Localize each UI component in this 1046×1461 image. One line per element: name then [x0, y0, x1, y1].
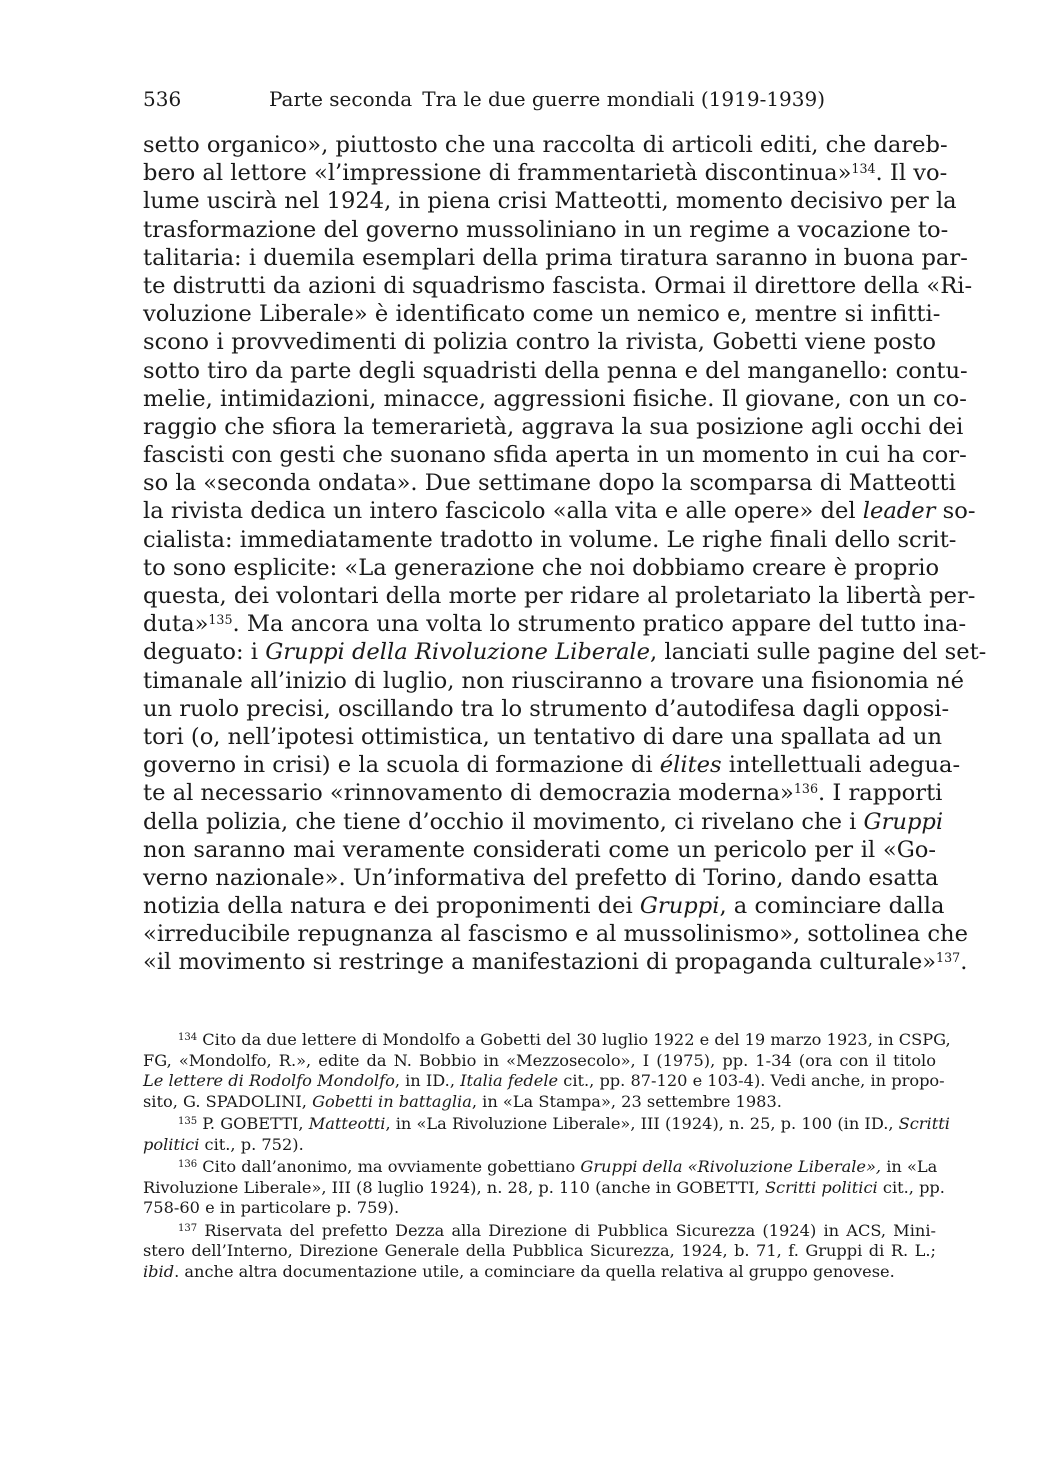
italic-text: Gruppi — [639, 893, 720, 920]
note-ref: 136 — [178, 1158, 198, 1170]
body-line — [143, 948, 968, 976]
text-run: , lanciati sulle pagine del set- — [650, 639, 987, 666]
footnote-line — [143, 1241, 936, 1262]
italic-text: Gruppi della Rivoluzione Liberale — [265, 639, 651, 666]
body-line — [143, 272, 973, 300]
note-ref: 137 — [178, 1222, 198, 1234]
text-run: , in «La Stampa», 23 settembre 1983. — [471, 1091, 782, 1111]
body-line — [143, 413, 964, 441]
part-title: Parte seconda — [269, 87, 413, 111]
footnote-line — [143, 1221, 936, 1242]
text-run: raggio che sfiora la temerarietà, aggrava la sua posizione agli occhi dei — [143, 413, 964, 440]
footnote-137 — [143, 1221, 936, 1283]
body-line — [143, 667, 964, 695]
text-run: la rivista dedica un intero fascicolo «alla vita e alle opere» del — [143, 498, 863, 525]
body-line — [143, 300, 941, 328]
body-line — [143, 357, 968, 385]
text-run: FG, «Mondolfo, R.», edite da N. Bobbio in «Mezzosecolo», I (1975), pp. 1-34 (ora con il titolo — [143, 1050, 936, 1070]
footnote-line — [143, 1157, 936, 1178]
italic-text: Matteotti — [308, 1114, 386, 1133]
italic-text: Italia fedele — [460, 1071, 559, 1090]
italic-text: élites — [659, 752, 722, 779]
italic-text: Scritti politici — [764, 1177, 878, 1197]
text-run: 758-60 e in particolare p. 759). — [143, 1198, 400, 1217]
body-line — [143, 328, 936, 356]
text-run: talitaria: i duemila esemplari della prima tiratura saranno in buona par- — [143, 244, 968, 271]
section-title: Tra le due guerre mondiali (1919-1939) — [422, 87, 826, 111]
body-line — [143, 582, 976, 610]
body-line — [143, 638, 987, 666]
footnote-line — [143, 1030, 951, 1051]
body-line — [143, 216, 949, 244]
note-ref: 136 — [793, 781, 819, 797]
text-run: so- — [935, 498, 976, 525]
text-run: verno nazionale». Un’informativa del prefetto di Torino, dando esatta — [143, 864, 939, 891]
body-line — [143, 159, 948, 187]
text-run: bero al lettore «l’impressione di frammentarietà discontinua» — [143, 160, 852, 187]
body-line — [143, 441, 967, 469]
text-run: cialista: immediatamente tradotto in volume. Le righe finali dello scrit- — [143, 526, 957, 553]
italic-text: leader — [862, 498, 936, 525]
page-number: 536 — [143, 87, 182, 111]
text-run: Rivoluzione Liberale», III (8 luglio 1924), n. 28, p. 110 (anche in GOBETTI, — [143, 1177, 765, 1197]
text-run: questa, dei volontari della morte per ridare al proletariato la libertà per- — [143, 583, 976, 609]
note-ref: 135 — [208, 612, 233, 628]
footnote-line — [143, 1071, 945, 1092]
footnote-135 — [143, 1114, 950, 1155]
footnote-line — [143, 1092, 936, 1113]
footnote-line — [143, 1051, 936, 1072]
text-run: timanale all’inizio di luglio, non riusciranno a trovare una fisionomia né — [143, 667, 964, 694]
text-run: te al necessario «rinnovamento di democrazia moderna» — [143, 780, 794, 807]
text-run: , in ID., — [394, 1071, 461, 1090]
text-run: della polizia, che tiene d’occhio il movimento, ci rivelano che i — [143, 808, 864, 835]
text-run: trasformazione del governo mussoliniano in un regime a vocazione to- — [143, 216, 949, 243]
text-run: so la «seconda ondata». Due settimane dopo la scomparsa di Matteotti — [143, 470, 956, 497]
note-ref: 137 — [936, 950, 961, 966]
text-run: lume uscirà nel 1924, in piena crisi Matteotti, momento decisivo per la — [143, 188, 957, 215]
text-run: . Il vo- — [875, 160, 948, 187]
text-run: stero dell’Interno, Direzione Generale della Pubblica Sicurezza, 1924, b. 71, f. Gruppi di R. L.; — [143, 1241, 936, 1260]
footnote-line — [143, 1114, 950, 1135]
text-run: duta» — [143, 611, 209, 638]
body-line — [143, 695, 950, 723]
body-line — [143, 469, 956, 497]
footnote-134 — [143, 1030, 951, 1112]
text-run: setto organico», piuttosto che una raccolta di articoli editi, che dareb- — [143, 132, 948, 158]
footnote-136 — [143, 1157, 945, 1219]
running-head — [143, 86, 825, 112]
italic-text: Gruppi della «Rivoluzione Liberale», — [580, 1157, 882, 1176]
text-run: deguato: i — [143, 639, 266, 666]
footnote-line — [143, 1262, 936, 1283]
text-run: Cito dall’anonimo, ma ovviamente gobettiano — [197, 1157, 581, 1176]
text-run: cit., pp. 87-120 e 103-4). Vedi anche, in propo- — [558, 1071, 945, 1090]
body-line — [143, 610, 967, 638]
body-line — [143, 131, 948, 159]
text-run: , a cominciare dalla — [719, 893, 945, 920]
text-run: «irreducibile repugnanza al fascismo e al mussolinismo», sottolinea che — [143, 921, 968, 948]
note-ref: 134 — [851, 161, 876, 177]
text-run: . anche altra documentazione utile, a cominciare da quella relativa al gruppo genovese. — [174, 1261, 895, 1281]
text-run: governo in crisi) e la scuola di formazione di — [143, 752, 660, 779]
body-line — [143, 526, 957, 554]
body-line — [143, 554, 940, 582]
text-run: sito, G. SPADOLINI, — [143, 1091, 313, 1111]
text-run: . — [960, 949, 968, 976]
body-line — [143, 779, 943, 807]
body-line — [143, 892, 945, 920]
text-run: , in «La Rivoluzione Liberale», III (1924), n. 25, p. 100 (in ID., — [385, 1114, 899, 1133]
text-run: «il movimento si restringe a manifestazioni di propaganda culturale» — [143, 949, 937, 976]
text-run: cit., pp. — [877, 1177, 945, 1197]
text-run: sotto tiro da parte degli squadristi della penna e del manganello: contu- — [143, 357, 968, 384]
italic-text: Le lettere di Rodolfo Mondolfo — [143, 1071, 395, 1090]
text-run: te distrutti da azioni di squadrismo fascista. Ormai il direttore della «Ri- — [143, 272, 973, 299]
body-line — [143, 751, 961, 779]
note-ref: 135 — [178, 1115, 198, 1127]
body-line — [143, 385, 967, 413]
text-run: . I rapporti — [818, 780, 943, 807]
text-run: in «La — [881, 1157, 938, 1176]
text-run: scono i provvedimenti di polizia contro la rivista, Gobetti viene posto — [143, 329, 936, 356]
body-line — [143, 808, 944, 836]
text-run: Riservata del prefetto Dezza alla Direzione di Pubblica Sicurezza (1924) in ACS, Mini- — [197, 1220, 936, 1240]
text-run: to sono esplicite: «La generazione che noi dobbiamo creare è proprio — [143, 554, 940, 581]
body-line — [143, 723, 943, 751]
italic-text: Gobetti in battaglia — [312, 1091, 472, 1111]
italic-text: Scritti — [898, 1114, 950, 1133]
body-line — [143, 836, 936, 864]
text-run: melie, intimidazioni, minacce, aggressioni fisiche. Il giovane, con un co- — [143, 385, 967, 412]
body-line — [143, 864, 939, 892]
text-run: non saranno mai veramente considerati come un pericolo per il «Go- — [143, 836, 936, 863]
text-run: voluzione Liberale» è identificato come un nemico e, mentre si infitti- — [143, 301, 941, 328]
text-run: fascisti con gesti che suonano sfida aperta in un momento in cui ha cor- — [143, 442, 967, 469]
text-run: un ruolo precisi, oscillando tra lo strumento d’autodifesa dagli opposi- — [143, 695, 950, 722]
body-line — [143, 920, 968, 948]
footnote-line — [143, 1198, 936, 1219]
footnote-line — [143, 1177, 945, 1199]
body-line — [143, 187, 957, 215]
body-line — [143, 497, 976, 525]
text-run: notizia della natura e dei proponimenti dei — [143, 893, 640, 920]
text-run: . Ma ancora una volta lo strumento pratico appare del tutto ina- — [232, 611, 967, 638]
text-run: tori (o, nell’ipotesi ottimistica, un tentativo di dare una spallata ad un — [143, 723, 943, 750]
note-ref: 134 — [178, 1031, 198, 1043]
text-run: cit., p. 752). — [199, 1134, 304, 1154]
body-line — [143, 244, 968, 272]
footnote-line — [143, 1135, 936, 1156]
body-text — [143, 131, 987, 977]
italic-text: politici — [143, 1134, 200, 1154]
italic-text: Gruppi — [863, 808, 944, 835]
text-run: intellettuali adegua- — [721, 752, 961, 779]
text-run: Cito da due lettere di Mondolfo a Gobetti del 30 luglio 1922 e del 19 marzo 1923, in CSPG, — [197, 1030, 951, 1049]
italic-text: ibid — [143, 1261, 175, 1281]
footnotes — [143, 1030, 951, 1284]
text-run: P. GOBETTI, — [197, 1114, 309, 1133]
